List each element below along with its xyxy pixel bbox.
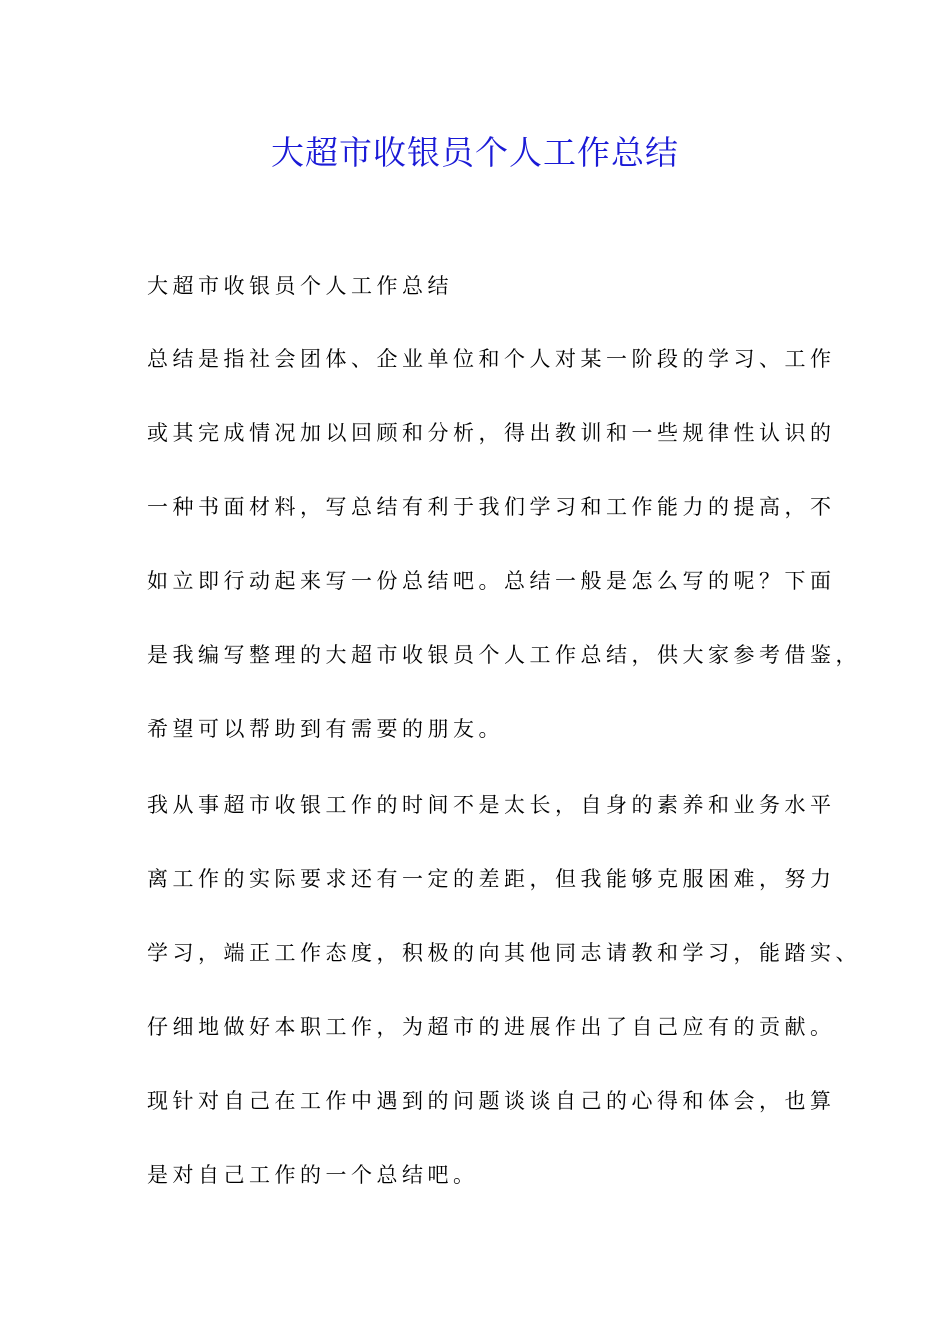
paragraph-line: 学习，端正工作态度，积极的向其他同志请教和学习，能踏实、 [147,941,861,965]
paragraph-line: 离工作的实际要求还有一定的差距，但我能够克服困难，努力 [147,867,836,891]
document-title: 大超市收银员个人工作总结 [271,133,679,172]
paragraph-line: 或其完成情况加以回顾和分析，得出教训和一些规律性认识的 [147,421,836,445]
paragraph-line: 现针对自己在工作中遇到的问题谈谈自己的心得和体会，也算 [147,1089,836,1113]
paragraph-line: 是对自己工作的一个总结吧。 [147,1163,479,1187]
paragraph-experience [147,768,861,1212]
paragraph-line: 仔细地做好本职工作，为超市的进展作出了自己应有的贡献。 [147,1015,836,1039]
paragraph-line: 总结是指社会团体、企业单位和个人对某一阶段的学习、工作 [147,347,836,371]
paragraph-line: 我从事超市收银工作的时间不是太长，自身的素养和业务水平 [147,793,836,817]
paragraph-line: 如立即行动起来写一份总结吧。总结一般是怎么写的呢？下面 [147,569,836,593]
paragraph-line: 是我编写整理的大超市收银员个人工作总结，供大家参考借鉴， [147,643,861,667]
paragraph-line: 一种书面材料，写总结有利于我们学习和工作能力的提高，不 [147,495,836,519]
paragraph-line: 希望可以帮助到有需要的朋友。 [147,717,504,741]
document-subtitle: 大超市收银员个人工作总结 [147,274,453,298]
paragraph-intro [147,322,861,766]
